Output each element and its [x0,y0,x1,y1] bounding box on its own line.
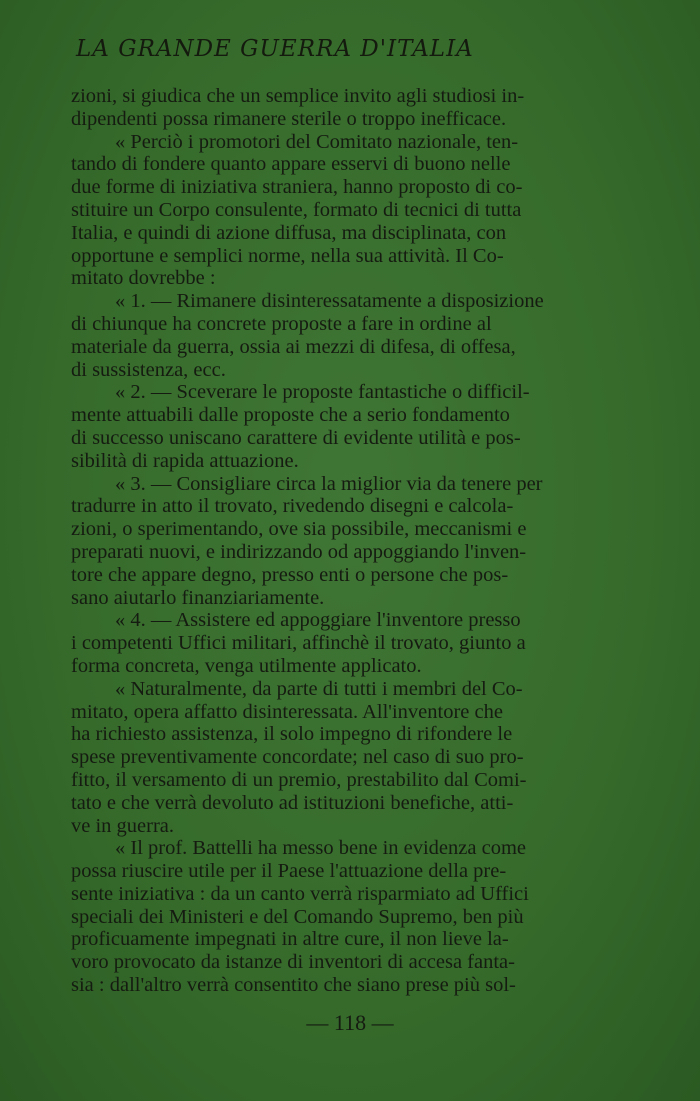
text-line: forma concreta, venga utilmente applicato. [71,654,422,677]
text-line: ve in guerra. [71,814,175,837]
text-line: ha richiesto assistenza, il solo impegno di rifondere le [71,723,513,746]
text-line: opportune e semplici norme, nella sua attività. Il Co- [71,244,504,267]
text-line: dipendenti possa rimanere sterile o troppo inefficace. [71,107,507,130]
text-line: preparati nuovi, e indirizzando od appoggiando l'inven- [71,540,527,563]
text-line: tradurre in atto il trovato, rivedendo disegni e calcola- [71,495,514,518]
body-text [71,85,691,997]
text-line: zioni, o sperimentando, ove sia possibile, meccanismi e [71,518,527,541]
text-line: sibilità di rapida attuazione. [71,449,299,472]
text-line: Italia, e quindi di azione diffusa, ma disciplinata, con [71,221,507,244]
text-line: speciali dei Ministeri e del Comando Supremo, ben più [71,905,524,928]
page-number: — 118 — [306,1010,394,1035]
running-head: LA GRANDE GUERRA D'ITALIA [76,36,474,62]
paragraph-start-line: « 2. — Sceverare le proposte fantastiche o difficil- [115,381,530,404]
text-line: zioni, si giudica che un semplice invito agli studiosi in- [71,85,525,107]
text-line: voro provocato da istanze di inventori di accesa fanta- [71,951,515,974]
text-line: possa riuscire utile per il Paese l'attuazione della pre- [71,860,507,883]
text-line: fitto, il versamento di un premio, prestabilito dal Comi- [71,768,527,791]
text-line: tato e che verrà devoluto ad istituzioni benefiche, atti- [71,791,514,814]
text-line: i competenti Uffici militari, affinchè il trovato, giunto a [71,632,526,655]
text-line: proficuamente impegnati in altre cure, il non lieve la- [71,928,509,951]
text-line: mitato, opera affatto disinteressata. All'inventore che [71,700,503,723]
text-line: sia : dall'altro verrà consentito che siano prese più sol- [71,974,516,997]
paragraph-start-line: « Naturalmente, da parte di tutti i membri del Co- [115,677,523,700]
text-line: sano aiutarlo finanziariamente. [71,586,325,609]
text-line: sente iniziativa : da un canto verrà risparmiato ad Uffici [71,882,529,905]
text-line: tando di fondere quanto appare esservi di buono nelle [71,153,511,176]
text-line: mente attuabili dalle proposte che a serio fondamento [71,404,510,427]
text-line: materiale da guerra, ossia ai mezzi di difesa, di offesa, [71,335,516,358]
paragraph-start-line: « Perciò i promotori del Comitato nazionale, ten- [115,130,519,153]
text-line: di sussistenza, ecc. [71,358,226,381]
text-line: tore che appare degno, presso enti o persone che pos- [71,563,509,586]
paragraph-start-line: « 1. — Rimanere disinteressatamente a disposizione [115,290,544,313]
paragraph-start-line: « 4. — Assistere ed appoggiare l'inventore presso [115,609,521,632]
text-line: due forme di iniziativa straniera, hanno proposto di co- [71,176,523,199]
text-line: spese preventivamente concordate; nel caso di suo pro- [71,746,524,769]
text-line: di successo uniscano carattere di evidente utilità e pos- [71,426,521,449]
text-line: stituire un Corpo consulente, formato di tecnici di tutta [71,198,522,221]
paragraph-start-line: « Il prof. Battelli ha messo bene in evidenza come [115,837,527,860]
text-line: di chiunque ha concrete proposte a fare in ordine al [71,312,492,335]
paragraph-start-line: « 3. — Consigliare circa la miglior via da tenere per [115,472,543,495]
text-line: mitato dovrebbe : [71,267,216,290]
